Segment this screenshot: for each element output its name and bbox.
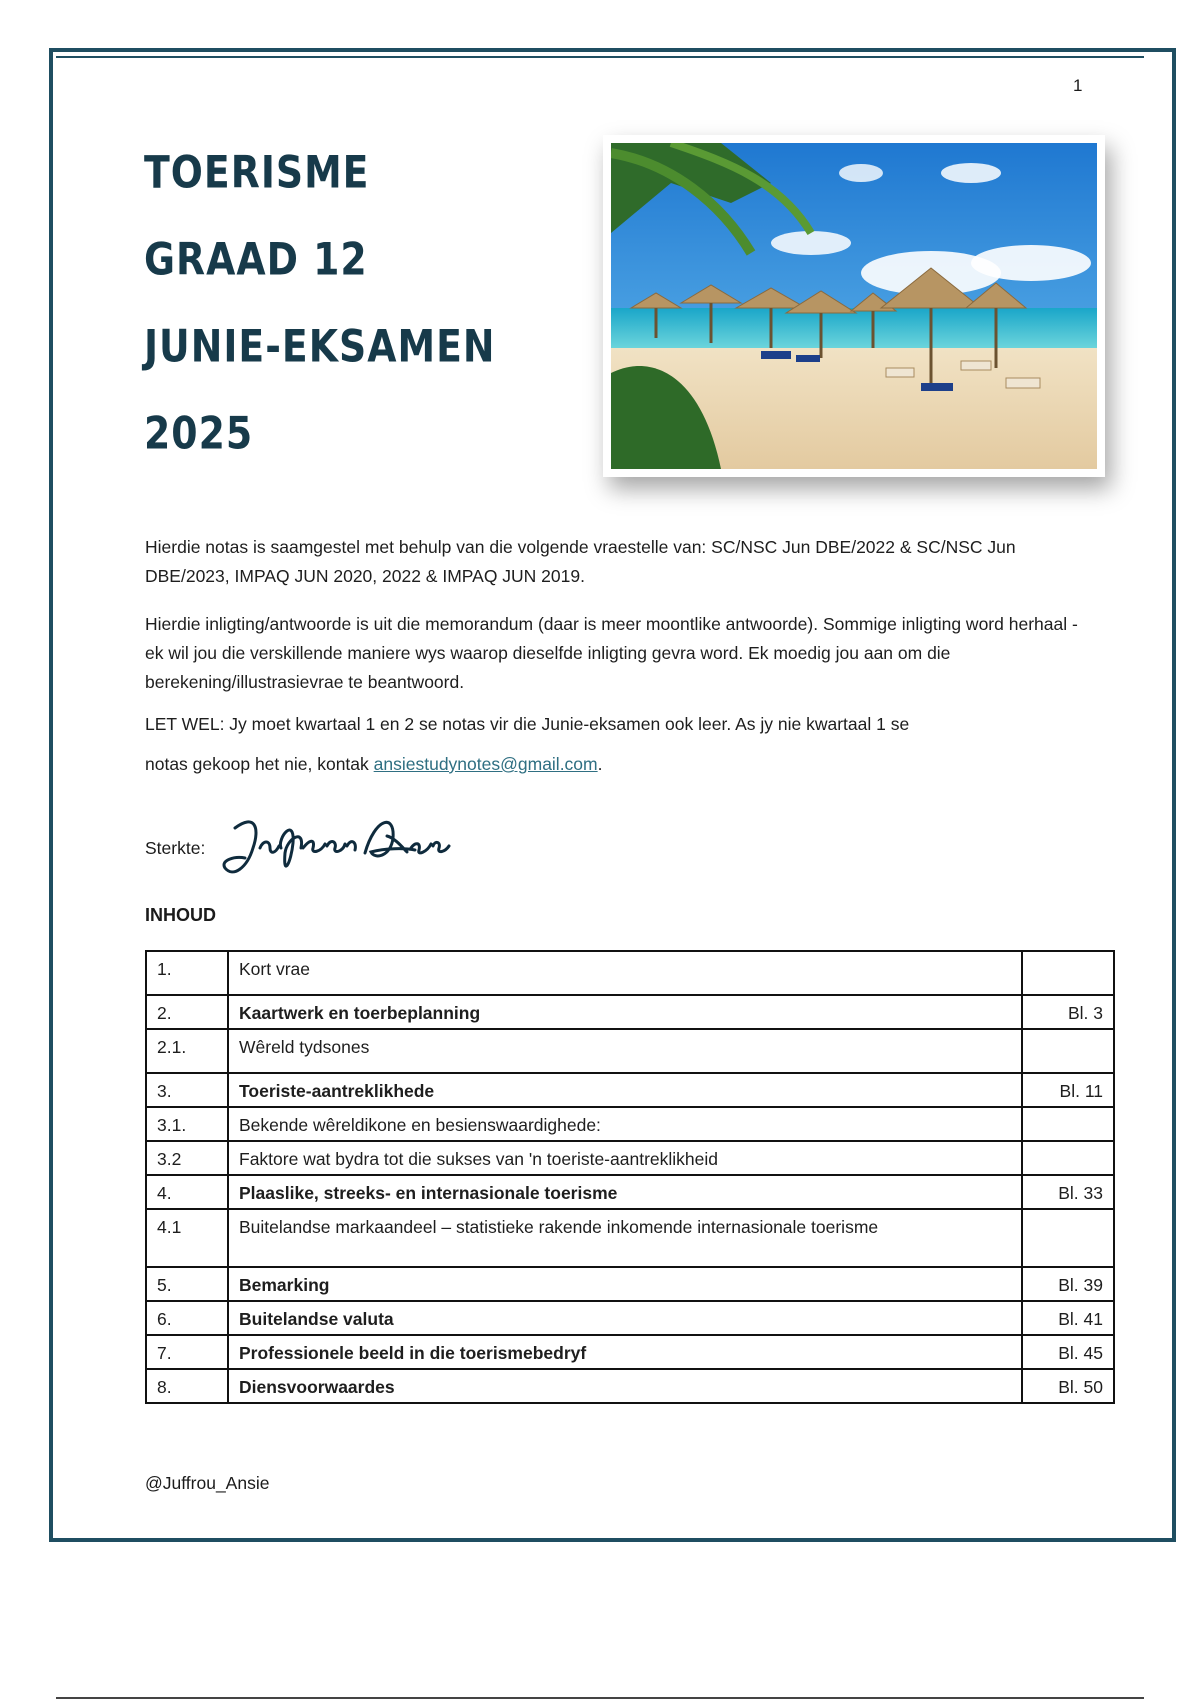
contents-row-title: Kort vrae (228, 951, 1022, 995)
contents-row-page: Bl. 39 (1022, 1267, 1114, 1301)
contents-row (146, 1267, 1114, 1301)
memo-paragraph: Hierdie inligting/antwoorde is uit die memorandum (daar is meer moontlike antwoorde). Sommige inligting word herhaal - ek wil jou die verskillende maniere wys waarop dieselfde inligting gevra word. Ek moedig jou aan om die berekening/illustrasievrae te beantwoord. (145, 614, 1078, 692)
sign-off-label: Sterkte: (145, 838, 206, 858)
contents-row-title: Kaartwerk en toerbeplanning (228, 995, 1022, 1029)
beach-photo (603, 135, 1105, 477)
contents-row-page (1022, 1029, 1114, 1073)
contents-row (146, 1209, 1114, 1267)
title-year: 2025 (144, 407, 254, 460)
contents-heading: INHOUD (145, 905, 216, 925)
contents-row-page: Bl. 50 (1022, 1369, 1114, 1403)
note-paragraph-line2 (145, 750, 1085, 779)
contents-row (146, 1029, 1114, 1073)
contents-table (145, 950, 1115, 1404)
contents-row (146, 951, 1114, 995)
note-paragraph-line1: LET WEL: Jy moet kwartaal 1 en 2 se notas vir die Junie-eksamen ook leer. As jy nie kwartaal 1 se (145, 714, 910, 734)
contents-row-number: 2.1. (146, 1029, 228, 1073)
contents-row-number: 4.1 (146, 1209, 228, 1267)
contents-row-page: Bl. 33 (1022, 1175, 1114, 1209)
page-number: 1 (1073, 76, 1083, 95)
contents-row (146, 1141, 1114, 1175)
contents-row-title: Bekende wêreldikone en besienswaardighede: (228, 1107, 1022, 1141)
contents-row-number: 3. (146, 1073, 228, 1107)
email-link[interactable]: ansiestudynotes@gmail.com (373, 754, 598, 774)
contents-row (146, 1107, 1114, 1141)
contents-row-title: Professionele beeld in die toerismebedryf (228, 1335, 1022, 1369)
contents-row-number: 7. (146, 1335, 228, 1369)
contents-row (146, 1073, 1114, 1107)
contents-row-page (1022, 951, 1114, 995)
contents-row-number: 4. (146, 1175, 228, 1209)
contents-row-page (1022, 1107, 1114, 1141)
contents-row (146, 995, 1114, 1029)
contents-row-page: Bl. 3 (1022, 995, 1114, 1029)
contents-row-title: Wêreld tydsones (228, 1029, 1022, 1073)
handwritten-signature (215, 808, 455, 893)
contents-row-number: 3.1. (146, 1107, 228, 1141)
contents-row-page (1022, 1209, 1114, 1267)
title-subject: TOERISME (144, 146, 370, 199)
contents-row-page: Bl. 41 (1022, 1301, 1114, 1335)
contents-row-number: 3.2 (146, 1141, 228, 1175)
page-bottom-rule (56, 1697, 1144, 1699)
contents-row-title: Bemarking (228, 1267, 1022, 1301)
contents-row-page (1022, 1141, 1114, 1175)
contents-row-title: Buitelandse markaandeel – statistieke rakende inkomende internasionale toerisme (228, 1209, 1022, 1267)
contents-row-number: 5. (146, 1267, 228, 1301)
contents-row-page: Bl. 45 (1022, 1335, 1114, 1369)
author-handle: @Juffrou_Ansie (145, 1473, 270, 1493)
contents-row-title: Diensvoorwaardes (228, 1369, 1022, 1403)
contents-row-number: 1. (146, 951, 228, 995)
contents-row-title: Toeriste-aantreklikhede (228, 1073, 1022, 1107)
contents-row (146, 1301, 1114, 1335)
note-suffix: . (597, 754, 603, 774)
contents-row-number: 8. (146, 1369, 228, 1403)
beach-umbrellas-icon (611, 143, 1097, 469)
title-grade: GRAAD 12 (144, 233, 368, 286)
top-rule (56, 56, 1144, 58)
contents-row-page: Bl. 11 (1022, 1073, 1114, 1107)
intro-paragraph: Hierdie notas is saamgestel met behulp van die volgende vraestelle van: SC/NSC Jun DBE/2022 & SC/NSC Jun DBE/2023, IMPAQ JUN 2020, 2022 & IMPAQ JUN 2019. (145, 537, 1016, 586)
title-exam: JUNIE-EKSAMEN (144, 320, 496, 373)
contents-row (146, 1335, 1114, 1369)
note-prefix: notas gekoop het nie, kontak (145, 754, 374, 774)
contents-row (146, 1175, 1114, 1209)
contents-row-title: Buitelandse valuta (228, 1301, 1022, 1335)
contents-row (146, 1369, 1114, 1403)
contents-row-number: 2. (146, 995, 228, 1029)
contents-row-title: Plaaslike, streeks- en internasionale toerisme (228, 1175, 1022, 1209)
contents-row-title: Faktore wat bydra tot die sukses van 'n toeriste-aantreklikheid (228, 1141, 1022, 1175)
contents-row-number: 6. (146, 1301, 228, 1335)
